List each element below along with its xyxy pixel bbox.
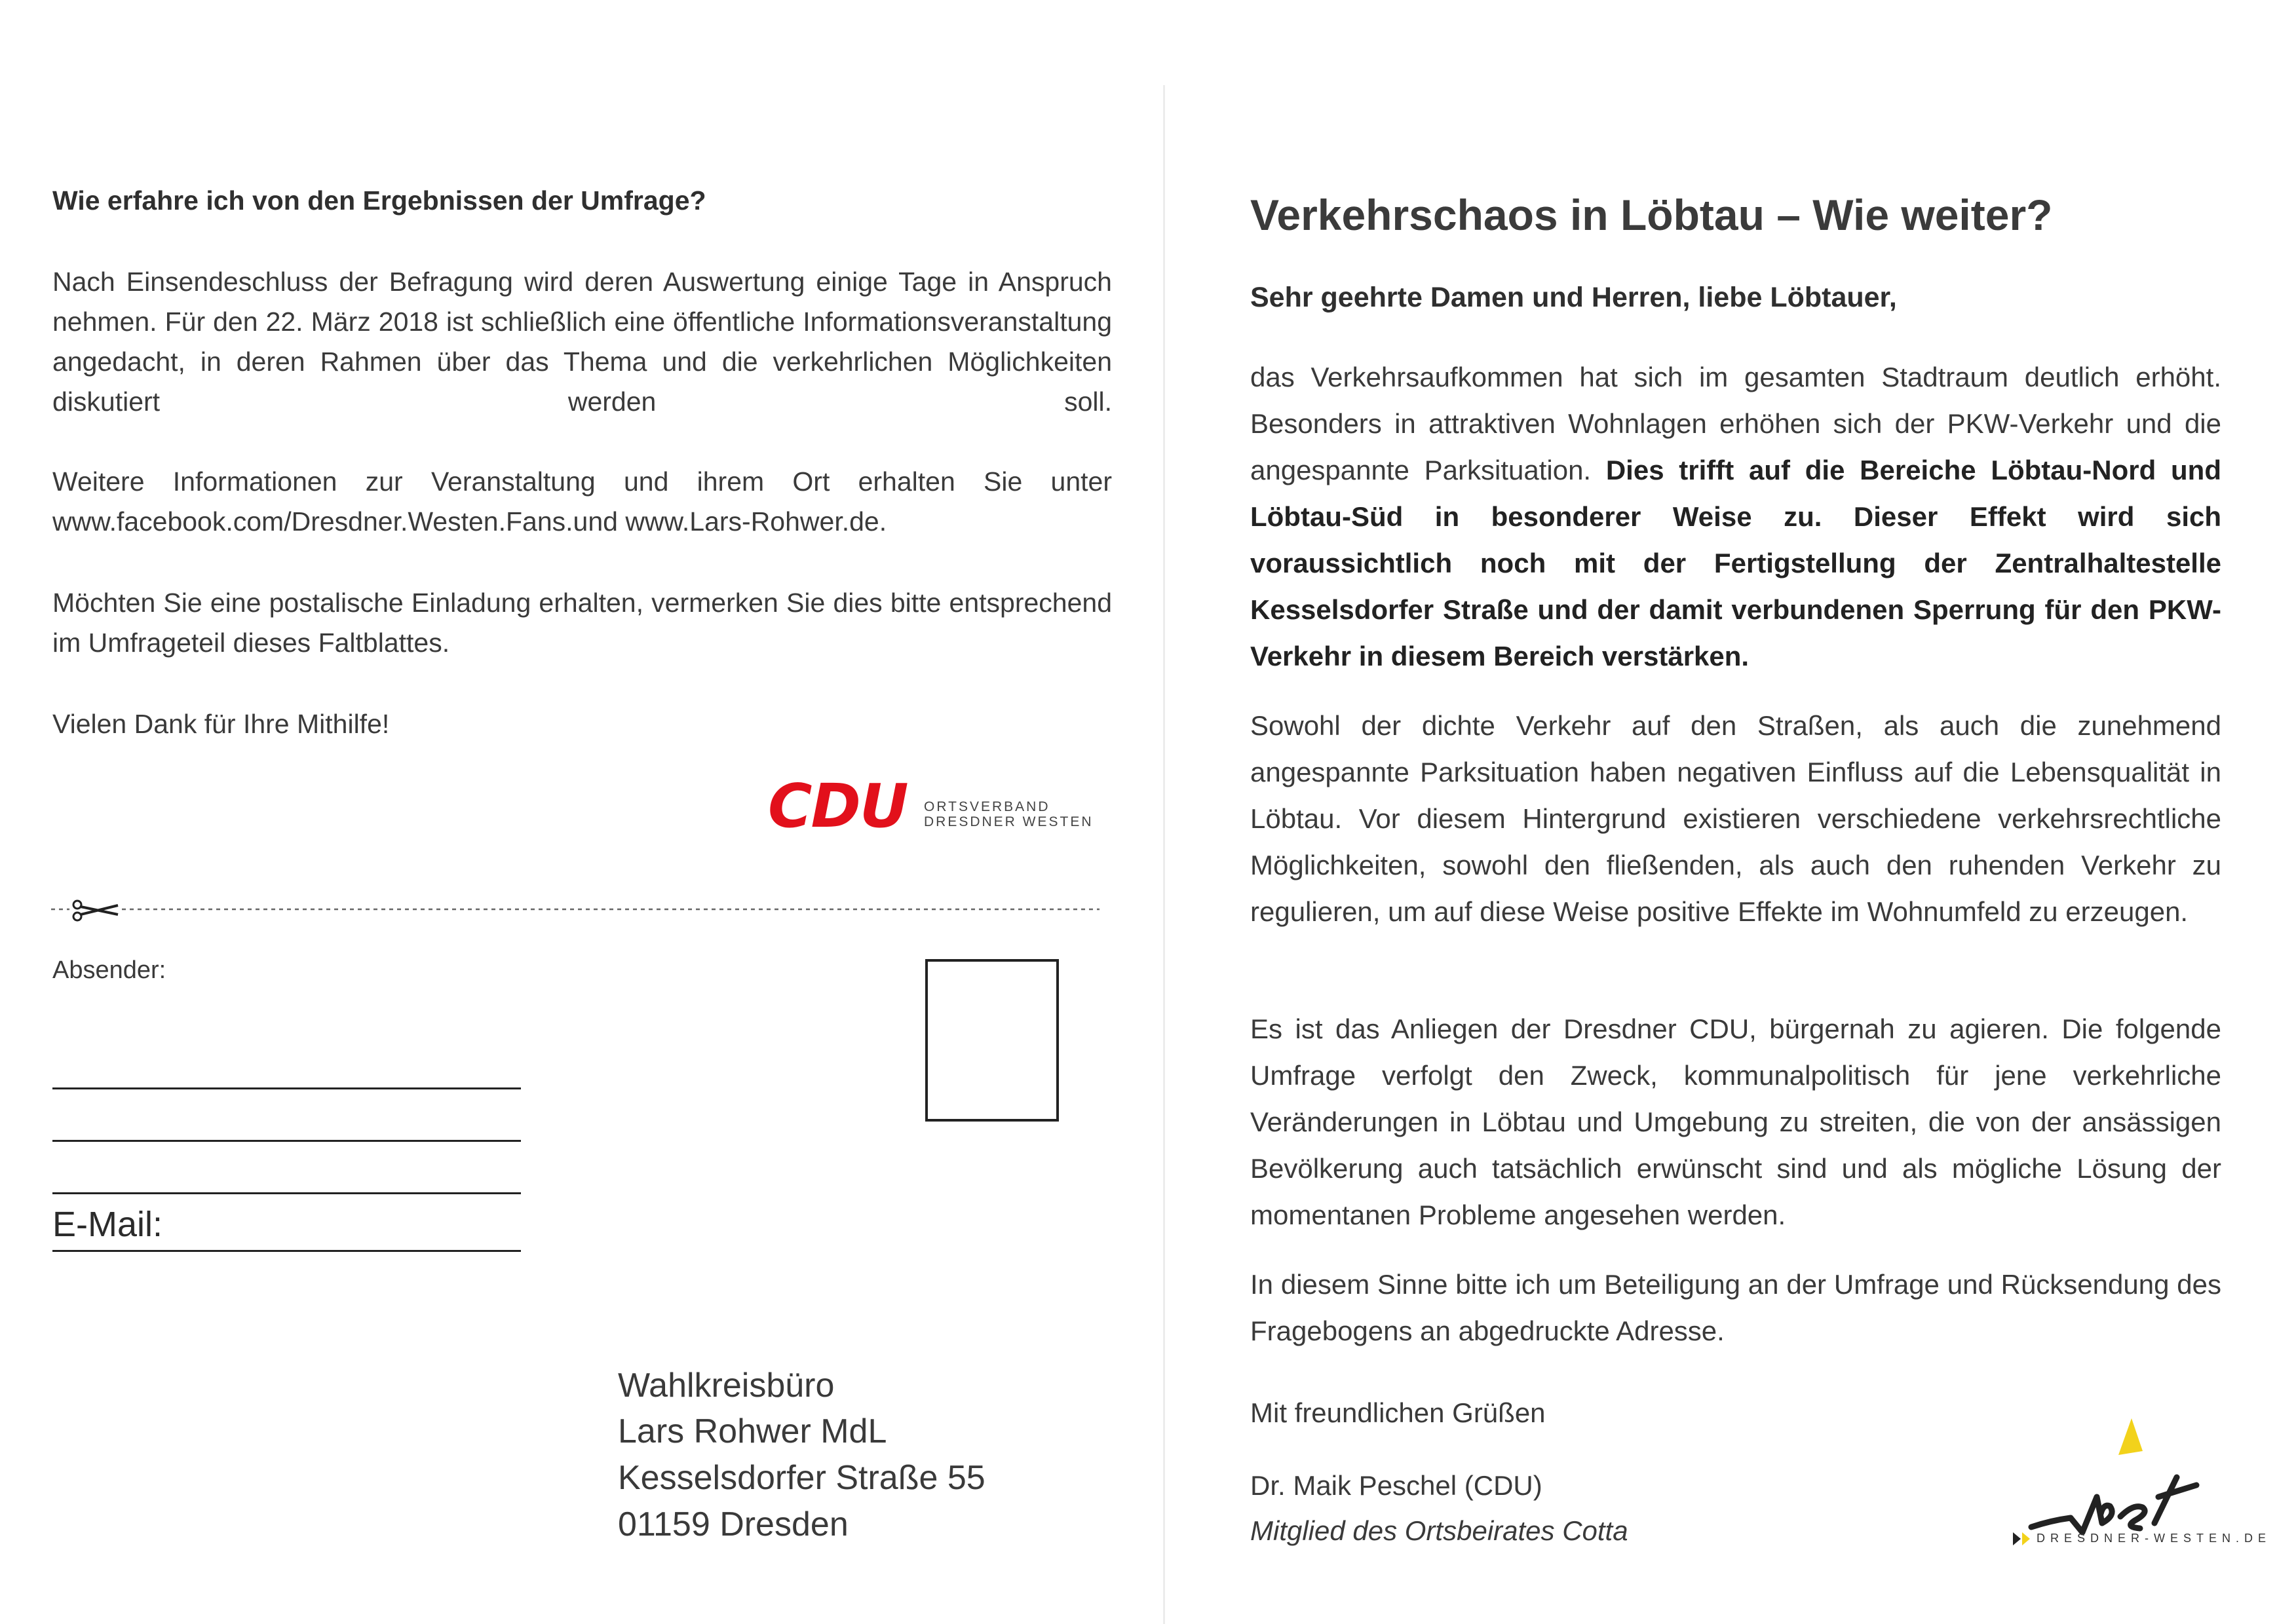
page-title: Verkehrschaos in Löbtau – Wie weiter? bbox=[1250, 191, 2053, 239]
results-question-heading: Wie erfahre ich von den Ergebnissen der Umfrage? bbox=[52, 185, 706, 216]
results-paragraph: Nach Einsendeschluss der Befragung wird deren Auswertung einige Tage in Anspruch nehmen. Für den 22. März 2018 ist schließlich eine öffentliche Informationsveranstaltung angedacht, in deren Rahmen über das Thema und die verkehrlichen Möglichkeiten diskutiert werden soll. bbox=[52, 267, 1112, 417]
west-logo-url-text: DRESDNER-WESTEN.DE bbox=[2037, 1532, 2272, 1545]
thanks-text: Vielen Dank für Ihre Mithilfe! bbox=[52, 709, 390, 739]
sender-label: Absender: bbox=[52, 956, 166, 984]
invitation-paragraph: Möchten Sie eine postalische Einladung erhalten, vermerken Sie dies bitte entsprechend im Umfrageteil dieses Faltblattes. bbox=[52, 588, 1112, 658]
cdu-logo-line2: DRESDNER WESTEN bbox=[924, 814, 1094, 829]
intro-normal-text: das Verkehrsaufkommen hat sich im gesamten Stadtraum deutlich erhöht. Besonders in attraktiven Wohnlagen erhöhen sich der PKW-Verkehr und die angespannte Parksituation. bbox=[1250, 362, 2221, 485]
info-paragraph: Weitere Informationen zur Veranstaltung und ihrem Ort erhalten Sie unter www.facebook.com/Dresdner.Westen.Fans.und www.Lars-Rohwer.de. bbox=[52, 466, 1112, 537]
sender-line-1[interactable] bbox=[52, 1087, 521, 1089]
traffic-paragraph: Sowohl der dichte Verkehr auf den Straßen, als auch die zunehmend angespannte Parksituation haben negativen Einfluss auf die Lebensqualität in Löbtau. Vor diesem Hintergrund existieren verschiedene verkehrsrechtliche Möglichkeiten, sowohl den fließenden, als auch den ruhenden Verkehr zu regulieren, um auf diese Weise positive Effekte im Wohnumfeld zu erzeugen. bbox=[1250, 710, 2221, 927]
intro-paragraph bbox=[1250, 354, 2221, 679]
intro-bold-text: Dies trifft auf die Bereiche Löbtau-Nord und Löbtau-Süd in besonderer Weise zu. Dieser Effekt wird sich voraussichtlich noch mit der Fertigstellung der Zentralhaltestelle Kesselsdorfer Straße und der damit verbundenen Sperrung für den PKW-Verkehr in diesem Bereich verstärken. bbox=[1250, 455, 2221, 671]
address-line-2: Lars Rohwer MdL bbox=[618, 1412, 887, 1450]
sender-line-2[interactable] bbox=[52, 1140, 521, 1142]
address-line-4: 01159 Dresden bbox=[618, 1505, 849, 1543]
signer-name: Dr. Maik Peschel (CDU) bbox=[1250, 1470, 1542, 1501]
west-logo-accent-icon bbox=[2118, 1418, 2143, 1455]
closing-text: Mit freundlichen Grüßen bbox=[1250, 1397, 1546, 1428]
email-label: E-Mail: bbox=[52, 1205, 163, 1244]
fold-line bbox=[1163, 85, 1165, 1624]
cut-line bbox=[51, 896, 1100, 922]
email-line[interactable] bbox=[52, 1250, 521, 1252]
cdu-logo-line1: ORTSVERBAND bbox=[924, 799, 1050, 814]
address-line-1: Wahlkreisbüro bbox=[618, 1367, 835, 1405]
west-logo-url bbox=[2013, 1532, 2271, 1545]
stamp-box bbox=[925, 959, 1059, 1122]
sender-line-3[interactable] bbox=[52, 1192, 521, 1194]
cdu-logo-word: CDU bbox=[768, 771, 908, 841]
concern-paragraph: Es ist das Anliegen der Dresdner CDU, bürgernah zu agieren. Die folgende Umfrage verfolgt den Zweck, kommunalpolitisch für jene verkehrliche Veränderungen in Löbtau und Umgebung zu streiten, die von der ansässigen Bevölkerung auch tatsächlich erwünscht sind und als mögliche Lösung der momentanen Probleme angesehen werden. bbox=[1250, 1013, 2221, 1230]
west-logo-mark-icon bbox=[2013, 1532, 2021, 1545]
salutation: Sehr geehrte Damen und Herren, liebe Löbtauer, bbox=[1250, 282, 1897, 313]
signer-role: Mitglied des Ortsbeirates Cotta bbox=[1250, 1515, 1628, 1546]
participation-paragraph: In diesem Sinne bitte ich um Beteiligung an der Umfrage und Rücksendung des Fragebogens an abgedruckte Adresse. bbox=[1250, 1269, 2221, 1346]
scissors-icon bbox=[69, 899, 122, 921]
cdu-logo bbox=[768, 771, 1096, 841]
address-line-3: Kesselsdorfer Straße 55 bbox=[618, 1459, 985, 1497]
